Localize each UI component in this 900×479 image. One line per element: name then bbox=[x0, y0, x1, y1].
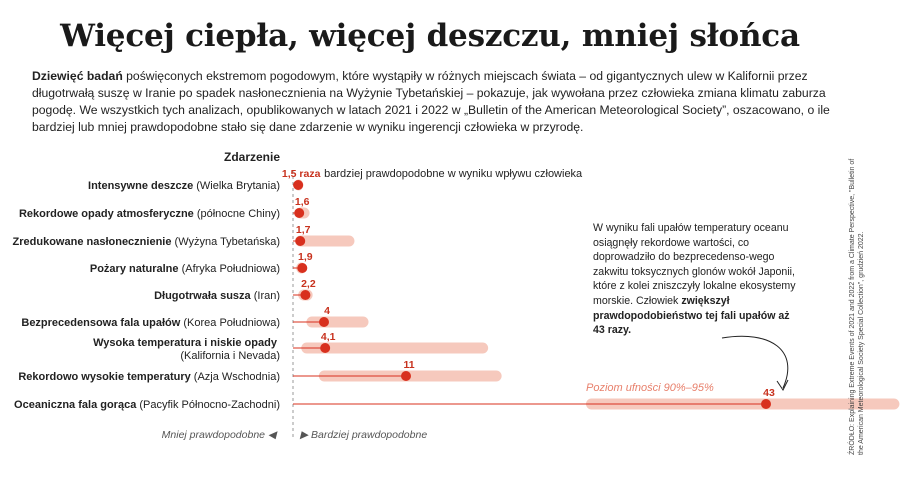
row-region-5: (Korea Południowa) bbox=[183, 317, 280, 329]
row-label-3 bbox=[90, 263, 280, 275]
value-dot-2 bbox=[295, 236, 305, 246]
value-dot-8 bbox=[761, 399, 771, 409]
row-label-4 bbox=[154, 290, 280, 302]
range-note: Poziom ufności 90%–95% bbox=[586, 382, 714, 394]
annotation-arrow bbox=[722, 336, 788, 388]
value-dot-7 bbox=[401, 371, 411, 381]
chart-title: Więcej ciepła, więcej deszczu, mniej słońca bbox=[60, 18, 800, 54]
value-dot-3 bbox=[297, 263, 307, 273]
first-value-suffix: bardziej prawdopodobne w wyniku wpływu człowieka bbox=[324, 168, 583, 180]
value-label-5: 4 bbox=[324, 305, 330, 317]
axis-right-label: ▶ Bardziej prawdopodobne bbox=[300, 429, 428, 441]
row-label-1 bbox=[19, 208, 280, 220]
annotation-bold: zwiększył prawdopodobieństwo tej fali upałów aż 43 razy. bbox=[593, 294, 790, 337]
row-label-2 bbox=[13, 236, 280, 248]
source-note: ŹRÓDŁO: Explaining Extreme Events of 2021 and 2022 from a Climate Perspective, "Bulletin of the American Meteorological Society Special Collection", grudzień 2022. bbox=[849, 158, 865, 455]
value-dot-5 bbox=[319, 317, 329, 327]
value-label-2: 1,7 bbox=[295, 224, 311, 236]
row-label-5 bbox=[21, 317, 280, 329]
row-region-2: (Wyżyna Tybetańska) bbox=[174, 236, 280, 248]
row-region-0: (Wielka Brytania) bbox=[196, 180, 280, 192]
column-header: Zdarzenie bbox=[223, 150, 280, 164]
intro-body: poświęconych ekstremom pogodowym, które wystąpiły w różnych miejscach świata – od gigantycznych ulew w Kalifornii przez długotrwałą suszę w Iranie po spadek nasłonecznienia na Wyżynie Tybetańskiej – pokazuje, jak wywołana przez człowieka zmiana klimatu zaburza pogodę. We wszystkich tych analizach, opublikowanych w latach 2021 i 2022 w „Bulletin of the American Meteorological Society”, oszacowano, o ile bardziej lub mniej prawdopodobne stało się dane zdarzenie w wyniku ingerencji człowieka w przyrodę. bbox=[32, 69, 830, 134]
value-label-1: 1,6 bbox=[294, 196, 310, 208]
annotation-plain: W wyniku fali upałów temperatury oceanu osiągnęły rekordowe wartości, co doprowadziło do bezprecedenso-wego zakwitu toksycznych glonów wokół Japonii, które z kolei zniszczyły lokalne ekosystemy morskie. Człowiek bbox=[593, 222, 796, 307]
row-event-0: Intensywne deszcze bbox=[88, 180, 197, 192]
value-label-6: 4,1 bbox=[320, 331, 336, 343]
value-label-7: 11 bbox=[403, 359, 415, 371]
row-label-6 bbox=[93, 337, 280, 362]
annotation-text bbox=[593, 221, 798, 338]
row-event-5: Bezprecedensowa fala upałów bbox=[21, 317, 184, 329]
value-label-0: 1,5 raza bbox=[281, 168, 321, 180]
row-region-8: (Pacyfik Północno-Zachodni) bbox=[139, 399, 280, 411]
axis-left-label: Mniej prawdopodobne ◀ bbox=[161, 429, 276, 441]
row-region-6: (Kalifornia i Nevada) bbox=[180, 350, 280, 362]
value-label-8: 43 bbox=[763, 387, 775, 399]
row-region-7: (Azja Wschodnia) bbox=[193, 371, 280, 383]
row-event-7: Rekordowo wysokie temperatury bbox=[18, 371, 194, 383]
value-label-3: 1,9 bbox=[297, 251, 313, 263]
value-dot-6 bbox=[320, 343, 330, 353]
row-event-8: Oceaniczna fala gorąca bbox=[14, 399, 140, 411]
row-region-1: (północne Chiny) bbox=[196, 208, 280, 220]
row-event-2: Zredukowane nasłonecznienie bbox=[12, 236, 175, 248]
row-label-0 bbox=[88, 180, 280, 192]
value-label-4: 2,2 bbox=[301, 278, 316, 290]
row-event-1: Rekordowe opady atmosferyczne bbox=[18, 208, 197, 220]
row-region-3: (Afryka Południowa) bbox=[181, 263, 280, 275]
row-label-8 bbox=[14, 399, 280, 411]
row-event-4: Długotrwała susza bbox=[154, 290, 254, 302]
row-region-4: (Iran) bbox=[253, 290, 280, 302]
row-label-7 bbox=[18, 371, 280, 383]
value-dot-0 bbox=[293, 180, 303, 190]
value-dot-4 bbox=[300, 290, 310, 300]
row-event-6: Wysoka temperatura i niskie opady bbox=[93, 337, 280, 349]
row-event-3: Pożary naturalne bbox=[89, 263, 182, 275]
annotation-arrow-head bbox=[777, 380, 788, 390]
value-dot-1 bbox=[294, 208, 304, 218]
intro-lead: Dziewięć badań bbox=[32, 69, 123, 83]
